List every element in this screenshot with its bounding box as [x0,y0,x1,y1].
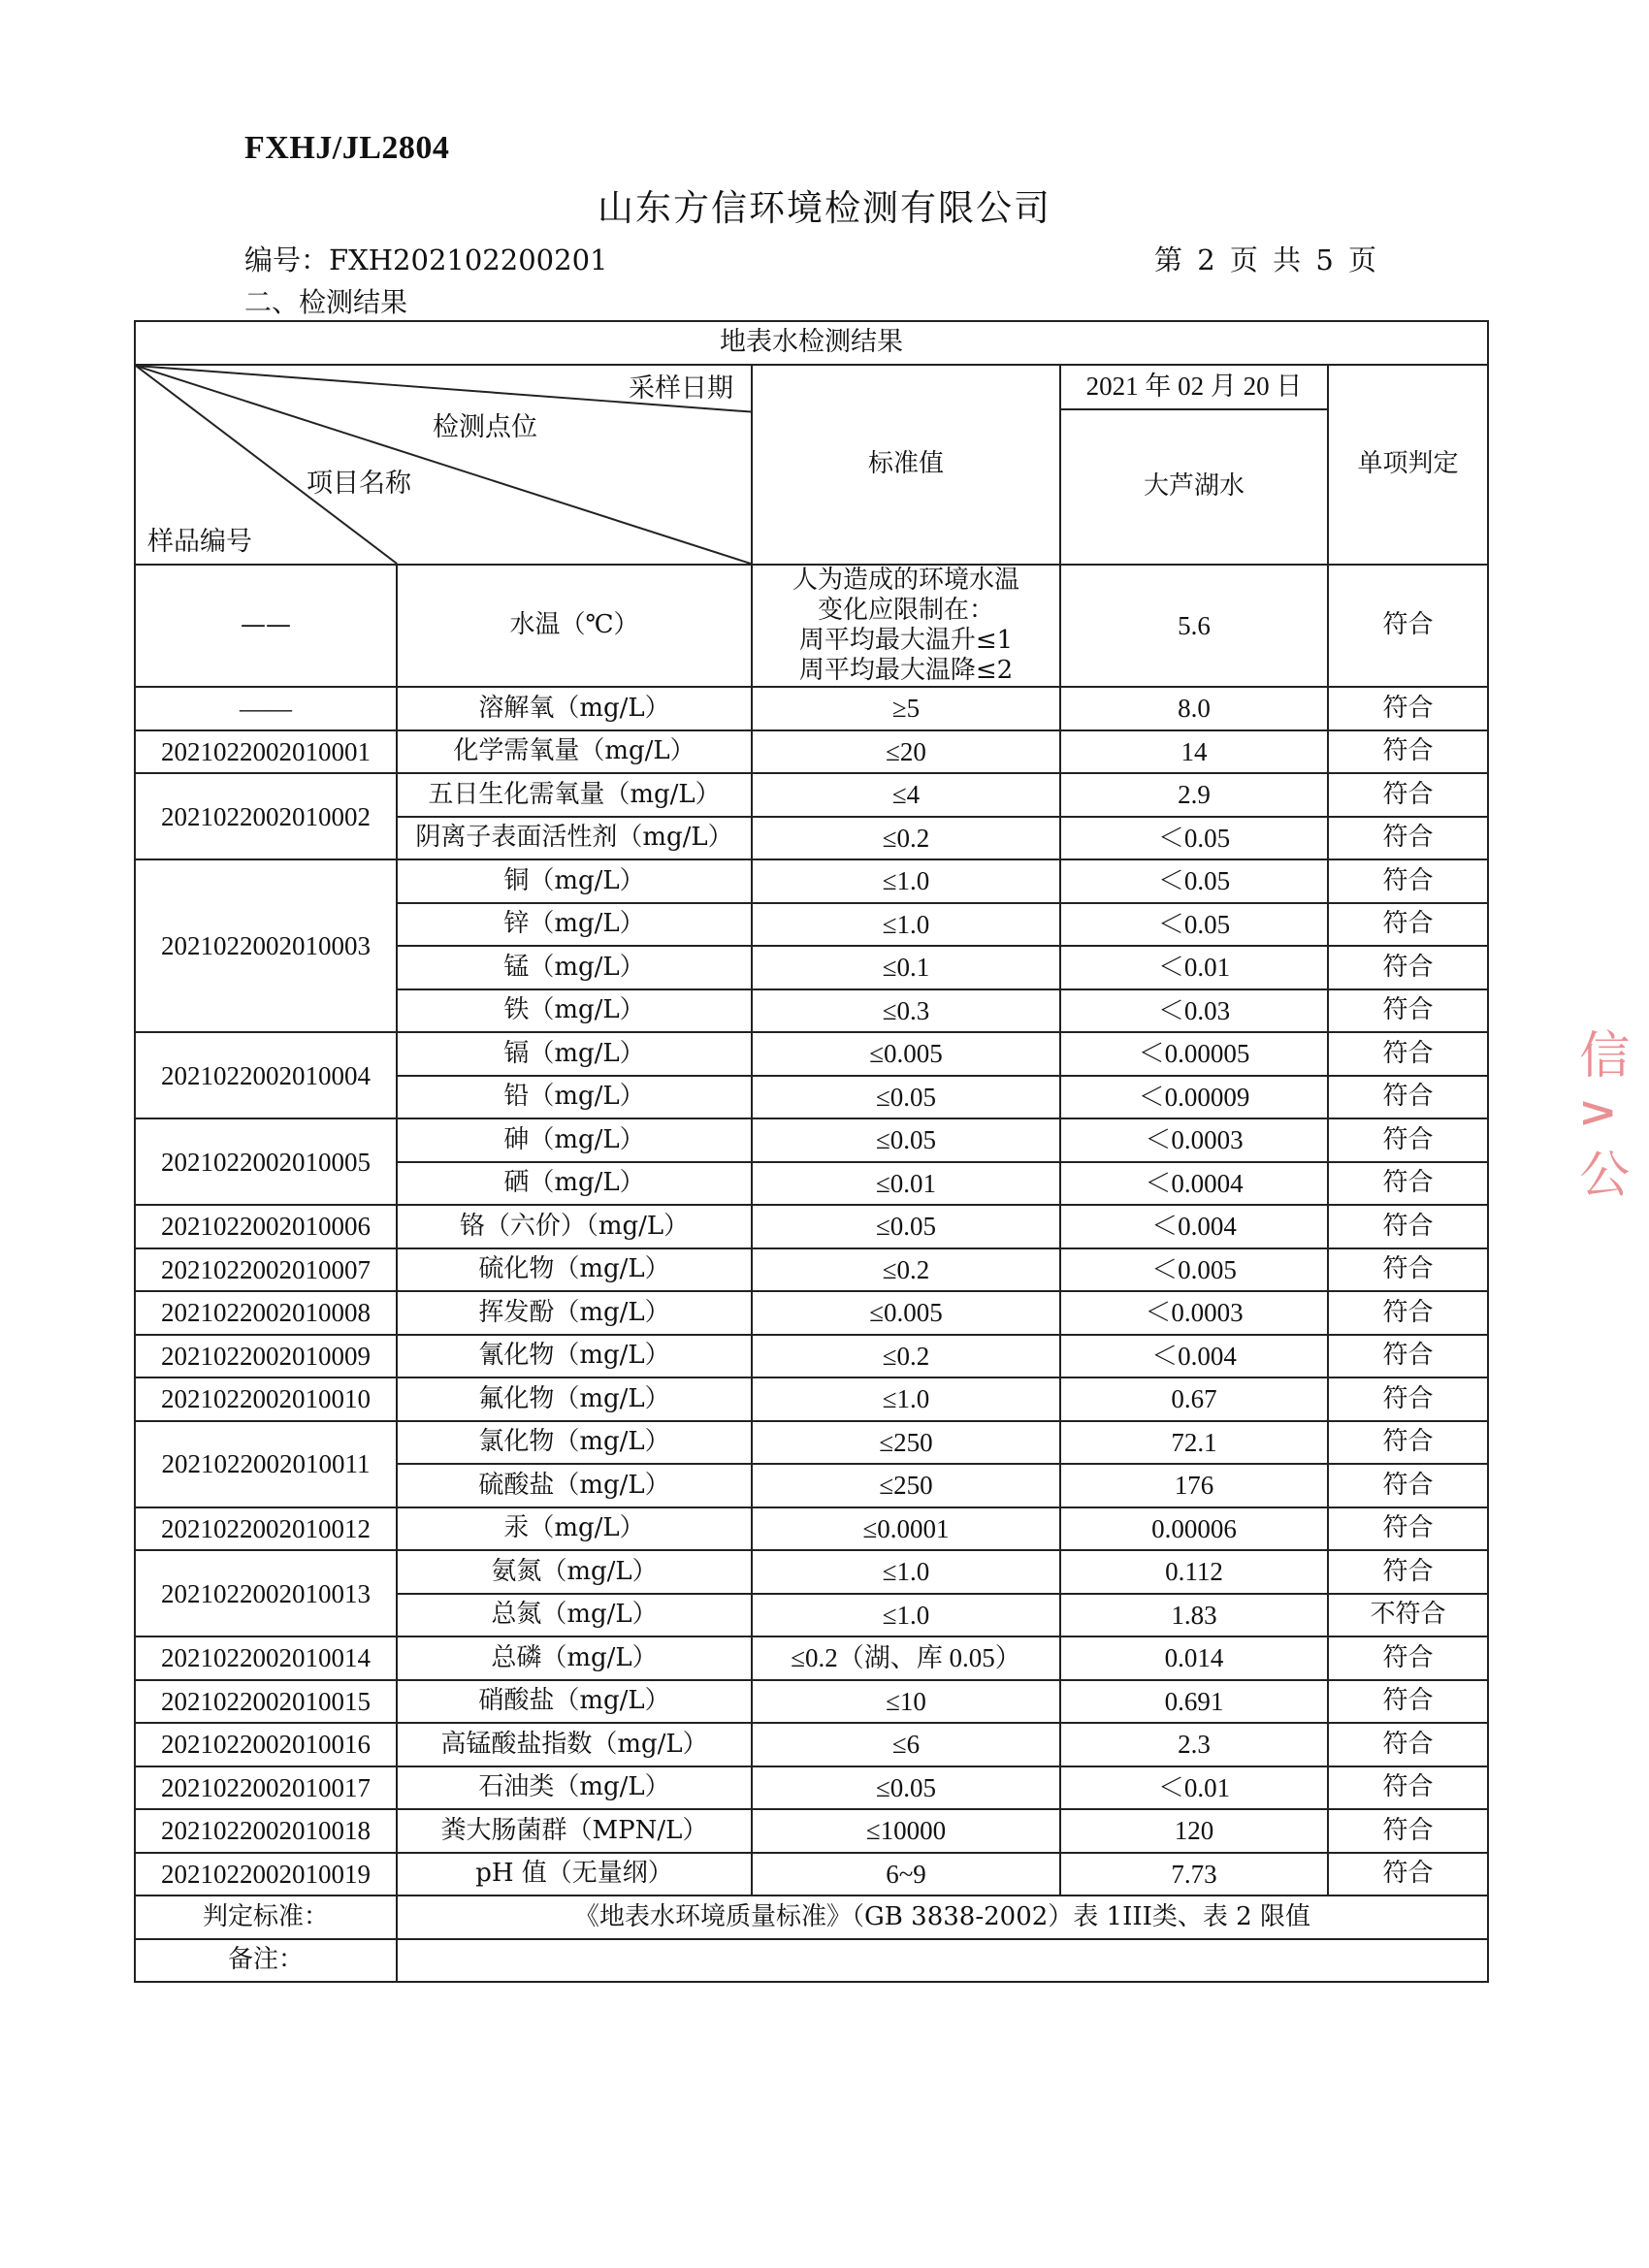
table-row [135,859,1488,903]
item-name: 挥发酚（mg/L） [397,1291,752,1335]
verdict: 符合 [1328,817,1488,860]
item-name: 水温（℃） [397,565,752,688]
table-row [135,1032,1488,1076]
standard-value: ≤250 [752,1464,1060,1507]
item-name: 阴离子表面活性剂（mg/L） [397,817,752,860]
sample-no: 2021022002010015 [135,1680,397,1724]
measured-value: ＜0.00009 [1060,1076,1328,1119]
table-row [135,1507,1488,1551]
item-name: 高锰酸盐指数（mg/L） [397,1723,752,1766]
standard-value: ≤1.0 [752,859,1060,903]
measured-value: ＜0.004 [1060,1205,1328,1248]
remark-text [397,1939,1488,1983]
table-row [135,1766,1488,1810]
table-row [135,773,1488,817]
item-name: 铅（mg/L） [397,1076,752,1119]
measured-value: ＜0.05 [1060,903,1328,947]
item-name: 总磷（mg/L） [397,1636,752,1680]
sample-no: 2021022002010014 [135,1636,397,1680]
sample-no: 2021022002010007 [135,1248,397,1292]
verdict: 符合 [1328,1118,1488,1162]
diagonal-header-cell [135,365,752,565]
measured-value: ＜0.0003 [1060,1118,1328,1162]
item-name: 总氮（mg/L） [397,1594,752,1637]
sample-no: 2021022002010005 [135,1118,397,1205]
standard-header: 标准值 [752,365,1060,565]
table-row [135,687,1488,730]
standard-value: ≤10 [752,1680,1060,1724]
section-title: 二、检测结果 [244,286,408,318]
label-sampling-date: 采样日期 [629,373,733,404]
table-row [135,1853,1488,1896]
sample-no: 2021022002010012 [135,1507,397,1551]
sample-no: 2021022002010003 [135,859,397,1032]
measured-value: ＜0.005 [1060,1248,1328,1292]
table-row [135,730,1488,774]
standard-value: ≤0.1 [752,946,1060,989]
measured-value: ＜0.05 [1060,817,1328,860]
standard-value: 6~9 [752,1853,1060,1896]
table-row [135,1377,1488,1421]
table-row [135,1550,1488,1594]
verdict: 符合 [1328,1162,1488,1206]
table-row [135,1421,1488,1465]
measured-value: ＜0.01 [1060,1766,1328,1810]
table-row [135,1723,1488,1766]
sample-no: 2021022002010019 [135,1853,397,1896]
standard-line: 变化应限制在： [817,595,994,625]
verdict: 符合 [1328,565,1488,688]
verdict: 符合 [1328,1248,1488,1292]
table-row [135,1291,1488,1335]
measured-value: 1.83 [1060,1594,1328,1637]
standard-value: ≤0.2 [752,1335,1060,1378]
verdict: 符合 [1328,1680,1488,1724]
standard-basis-text: 《地表水环境质量标准》（GB 3838-2002）表 1III类、表 2 限值 [397,1895,1488,1939]
item-name: 氟化物（mg/L） [397,1377,752,1421]
measured-value: 120 [1060,1809,1328,1853]
item-name: 铁（mg/L） [397,989,752,1033]
verdict: 不符合 [1328,1594,1488,1637]
sample-no: 2021022002010001 [135,730,397,774]
measured-value: 7.73 [1060,1853,1328,1896]
standard-line: 周平均最大温降≤2 [798,656,1014,686]
standard-line: 周平均最大温升≤1 [798,625,1014,655]
item-name: 硝酸盐（mg/L） [397,1680,752,1724]
item-name: 五日生化需氧量（mg/L） [397,773,752,817]
standard-value: ≤20 [752,730,1060,774]
item-name: 汞（mg/L） [397,1507,752,1551]
sample-no: 2021022002010009 [135,1335,397,1378]
verdict: 符合 [1328,903,1488,947]
standard-value: ≤0.05 [752,1118,1060,1162]
item-name: 氯化物（mg/L） [397,1421,752,1465]
verdict: 符合 [1328,946,1488,989]
measured-value: 0.691 [1060,1680,1328,1724]
table-row [135,1205,1488,1248]
measured-value: 5.6 [1060,565,1328,688]
item-name: 硫酸盐（mg/L） [397,1464,752,1507]
report-number: 编号：FXH202102200201 [244,243,608,276]
standard-value: ≤4 [752,773,1060,817]
label-item-name: 项目名称 [307,468,411,499]
verdict: 符合 [1328,1291,1488,1335]
label-location: 检测点位 [433,411,537,442]
sample-no: 2021022002010004 [135,1032,397,1118]
item-name: 硒（mg/L） [397,1162,752,1206]
standard-value: ≤0.2（湖、库 0.05） [752,1636,1060,1680]
measured-value: 176 [1060,1464,1328,1507]
item-name: 锰（mg/L） [397,946,752,989]
table-caption: 地表水检测结果 [135,321,1488,365]
verdict: 符合 [1328,859,1488,903]
standard-value: ≤10000 [752,1809,1060,1853]
verdict: 符合 [1328,1723,1488,1766]
item-name: 氨氮（mg/L） [397,1550,752,1594]
table-row [135,565,1488,688]
measured-value: ＜0.03 [1060,989,1328,1033]
red-seal-stamp: 信 ∧ 公 [1569,1028,1629,1199]
sample-no: 2021022002010011 [135,1421,397,1507]
measured-value: ＜0.004 [1060,1335,1328,1378]
standard-value: ≤1.0 [752,1550,1060,1594]
sample-no: 2021022002010017 [135,1766,397,1810]
sample-no: 2021022002010010 [135,1377,397,1421]
standard-value [752,565,1060,688]
company-name: 山东方信环境检测有限公司 [598,187,1051,229]
verdict: 符合 [1328,773,1488,817]
sampling-date: 2021 年 02 月 20 日 [1060,365,1328,409]
standard-value: ≤0.05 [752,1205,1060,1248]
verdict: 符合 [1328,730,1488,774]
header-row [135,365,1488,409]
item-name: pH 值（无量纲） [397,1853,752,1896]
item-name: 溶解氧（mg/L） [397,687,752,730]
table-row [135,1680,1488,1724]
measured-value: ＜0.05 [1060,859,1328,903]
item-name: 粪大肠菌群（MPN/L） [397,1809,752,1853]
item-name: 铜（mg/L） [397,859,752,903]
verdict: 符合 [1328,1636,1488,1680]
remark-label: 备注： [135,1939,397,1983]
verdict: 符合 [1328,1335,1488,1378]
verdict: 符合 [1328,1809,1488,1853]
verdict: 符合 [1328,1766,1488,1810]
item-name: 铬（六价）（mg/L） [397,1205,752,1248]
verdict: 符合 [1328,1507,1488,1551]
page-indicator: 第 2 页 共 5 页 [1154,243,1376,276]
sample-no: 2021022002010008 [135,1291,397,1335]
standard-value: ≤0.2 [752,817,1060,860]
measured-value: ＜0.00005 [1060,1032,1328,1076]
verdict: 符合 [1328,1076,1488,1119]
measured-value: 2.9 [1060,773,1328,817]
item-name: 镉（mg/L） [397,1032,752,1076]
standard-value: ≤0.05 [752,1076,1060,1119]
standard-value: ≤0.01 [752,1162,1060,1206]
standard-basis-row [135,1895,1488,1939]
verdict: 符合 [1328,1853,1488,1896]
verdict: 符合 [1328,687,1488,730]
table-row [135,1335,1488,1378]
standard-value: ≤0.05 [752,1766,1060,1810]
table-row [135,1809,1488,1853]
verdict: 符合 [1328,1205,1488,1248]
measured-value: 72.1 [1060,1421,1328,1465]
sample-no: 2021022002010013 [135,1550,397,1636]
measured-value: 8.0 [1060,687,1328,730]
item-name: 锌（mg/L） [397,903,752,947]
measured-value: 14 [1060,730,1328,774]
results-table [134,320,1489,1983]
verdict: 符合 [1328,1421,1488,1465]
item-name: 砷（mg/L） [397,1118,752,1162]
measured-value: 0.014 [1060,1636,1328,1680]
sample-no: —— [135,687,397,730]
table-caption-row [135,321,1488,365]
sample-no: 2021022002010016 [135,1723,397,1766]
item-name: 石油类（mg/L） [397,1766,752,1810]
standard-value: ≤1.0 [752,903,1060,947]
standard-value: ≤0.3 [752,989,1060,1033]
standard-value: ≤0.005 [752,1032,1060,1076]
standard-line: 人为造成的环境水温 [792,565,1019,595]
verdict: 符合 [1328,1464,1488,1507]
measured-value: ＜0.01 [1060,946,1328,989]
standard-value: ≥5 [752,687,1060,730]
sample-no: 2021022002010006 [135,1205,397,1248]
measured-value: 0.67 [1060,1377,1328,1421]
measured-value: ＜0.0004 [1060,1162,1328,1206]
remark-row [135,1939,1488,1983]
sample-no: 2021022002010002 [135,773,397,859]
measured-value: 0.112 [1060,1550,1328,1594]
item-name: 化学需氧量（mg/L） [397,730,752,774]
measured-value: 0.00006 [1060,1507,1328,1551]
site-name: 大芦湖水 [1060,409,1328,565]
table-row [135,1636,1488,1680]
verdict: 符合 [1328,1032,1488,1076]
verdict-header: 单项判定 [1328,365,1488,565]
sample-no: 2021022002010018 [135,1809,397,1853]
table-row [135,1118,1488,1162]
standard-value: ≤1.0 [752,1594,1060,1637]
sample-no: —— [135,565,397,688]
label-sample-no: 样品编号 [147,526,252,557]
standard-value: ≤0.2 [752,1248,1060,1292]
document-code: FXHJ/JL2804 [244,130,450,166]
standard-basis-label: 判定标准： [135,1895,397,1939]
verdict: 符合 [1328,1550,1488,1594]
measured-value: 2.3 [1060,1723,1328,1766]
item-name: 氰化物（mg/L） [397,1335,752,1378]
standard-value: ≤6 [752,1723,1060,1766]
standard-value: ≤1.0 [752,1377,1060,1421]
verdict: 符合 [1328,1377,1488,1421]
standard-value: ≤250 [752,1421,1060,1465]
standard-value: ≤0.005 [752,1291,1060,1335]
verdict: 符合 [1328,989,1488,1033]
table-row [135,1248,1488,1292]
item-name: 硫化物（mg/L） [397,1248,752,1292]
measured-value: ＜0.0003 [1060,1291,1328,1335]
standard-value: ≤0.0001 [752,1507,1060,1551]
